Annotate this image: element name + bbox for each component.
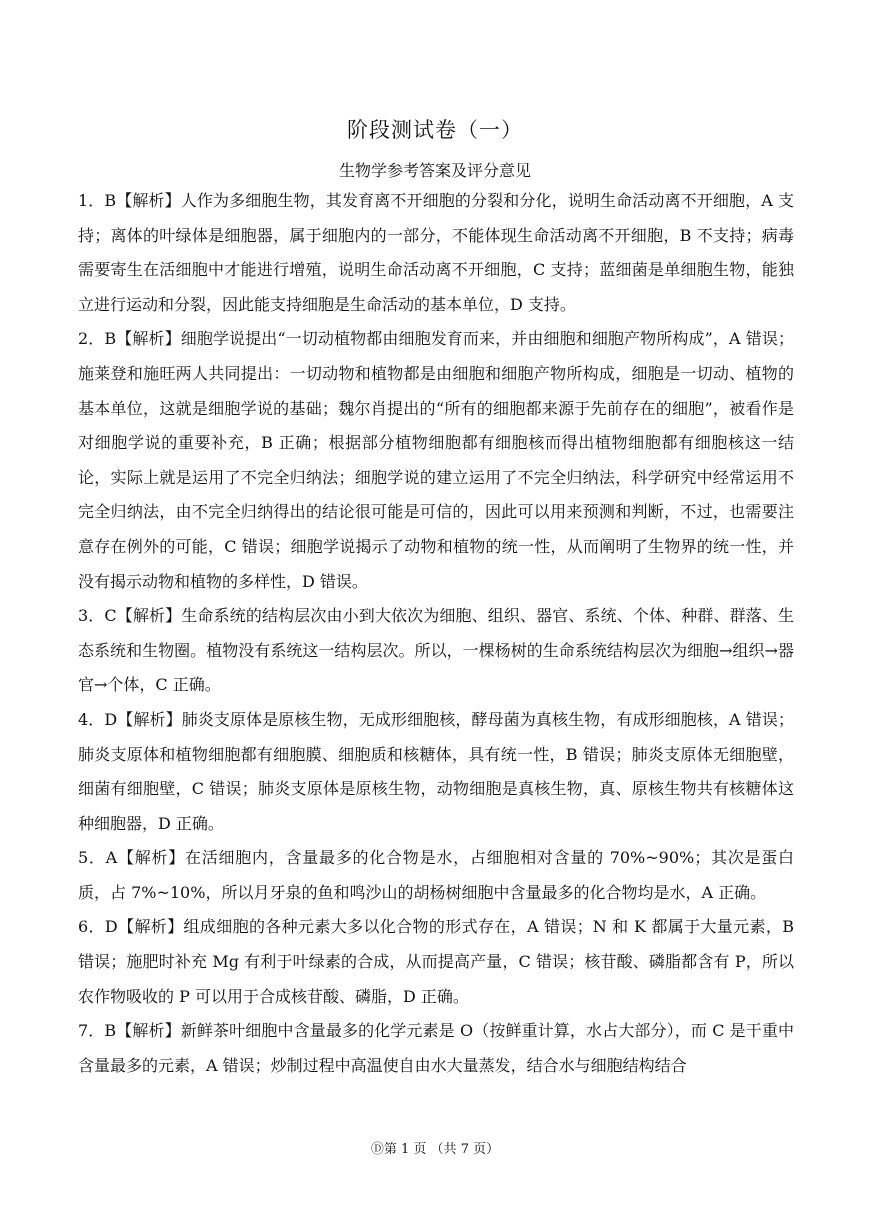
answer-item-3: 3．C【解析】生命系统的结构层次由小到大依次为细胞、组织、器官、系统、个体、种群、群落、生态系统和生物圈。植物没有系统这一结构层次。所以，一棵杨树的生命系统结构层次为细胞→组织→器官→个体，C 正确。 bbox=[78, 606, 794, 695]
answer-item-6: 6．D【解析】组成细胞的各种元素大多以化合物的形式存在，A 错误；N 和 K 都属于大量元素，B 错误；施肥时补充 Mg 有利于叶绿素的合成，从而提高产量，C 错误；核苷酸、磷脂都含有 P，所以农作物吸收的 P 可以用于合成核苷酸、磷脂，D 正确。 bbox=[78, 917, 794, 1006]
document-subtitle: 生物学参考答案及评分意见 bbox=[338, 161, 531, 180]
answer-item-4: 4．D【解析】肺炎支原体是原核生物，无成形细胞核，酵母菌为真核生物，有成形细胞核，A 错误；肺炎支原体和植物细胞都有细胞膜、细胞质和核糖体，具有统一性，B 错误；肺炎支原体无细胞壁，细菌有细胞壁，C 错误；肺炎支原体是原核生物，动物细胞是真核生物，真、原核生物共有核糖体这种细胞器，D 正确。 bbox=[78, 709, 794, 833]
answer-item-2: 2．B【解析】细胞学说提出“一切动植物都由细胞发育而来，并由细胞和细胞产物所构成”，A 错误；施莱登和施旺两人共同提出：一切动物和植物都是由细胞和细胞产物所构成，细胞是一切动、植物的基本单位，这就是细胞学说的基础；魏尔肖提出的“所有的细胞都来源于先前存在的细胞”，被看作是对细胞学说的重要补充，B 正确；根据部分植物细胞都有细胞核而得出植物细胞都有细胞核这一结论，实际上就是运用了不完全归纳法；细胞学说的建立运用了不完全归纳法，科学研究中经常运用不完全归纳法，由不完全归纳得出的结论很可能是可信的，因此可以用来预测和判断，不过，也需要注意存在例外的可能，C 错误；细胞学说揭示了动物和植物的统一性，从而阐明了生物界的统一性，并没有揭示动物和植物的多样性，D 错误。 bbox=[78, 329, 794, 591]
document-title: 阶段测试卷（一） bbox=[347, 118, 523, 142]
page-footer: Ⓓ第 1 页 （共 7 页） bbox=[370, 1142, 500, 1157]
answer-item-1: 1．B【解析】人作为多细胞生物，其发育离不开细胞的分裂和分化，说明生命活动离不开细胞，A 支持；离体的叶绿体是细胞器，属于细胞内的一部分，不能体现生命活动离不开细胞，B 不支持；病毒需要寄生在活细胞中才能进行增殖，说明生命活动离不开细胞，C 支持；蓝细菌是单细胞生物，能独立进行运动和分裂，因此能支持细胞是生命活动的基本单位，D 支持。 bbox=[78, 191, 794, 314]
answer-item-7: 7．B【解析】新鲜茶叶细胞中含量最多的化学元素是 O（按鲜重计算，水占大部分），而 C 是干重中含量最多的元素，A 错误；炒制过程中高温使自由水大量蒸发，结合水与细胞结构结合 bbox=[78, 1021, 794, 1075]
answer-item-5: 5．A【解析】在活细胞内，含量最多的化合物是水，占细胞相对含量的 70%~90%；其次是蛋白质，占 7%~10%，所以月牙泉的鱼和鸣沙山的胡杨树细胞中含量最多的化合物均是水，A 正确。 bbox=[78, 848, 794, 902]
answer-list bbox=[78, 184, 794, 1083]
